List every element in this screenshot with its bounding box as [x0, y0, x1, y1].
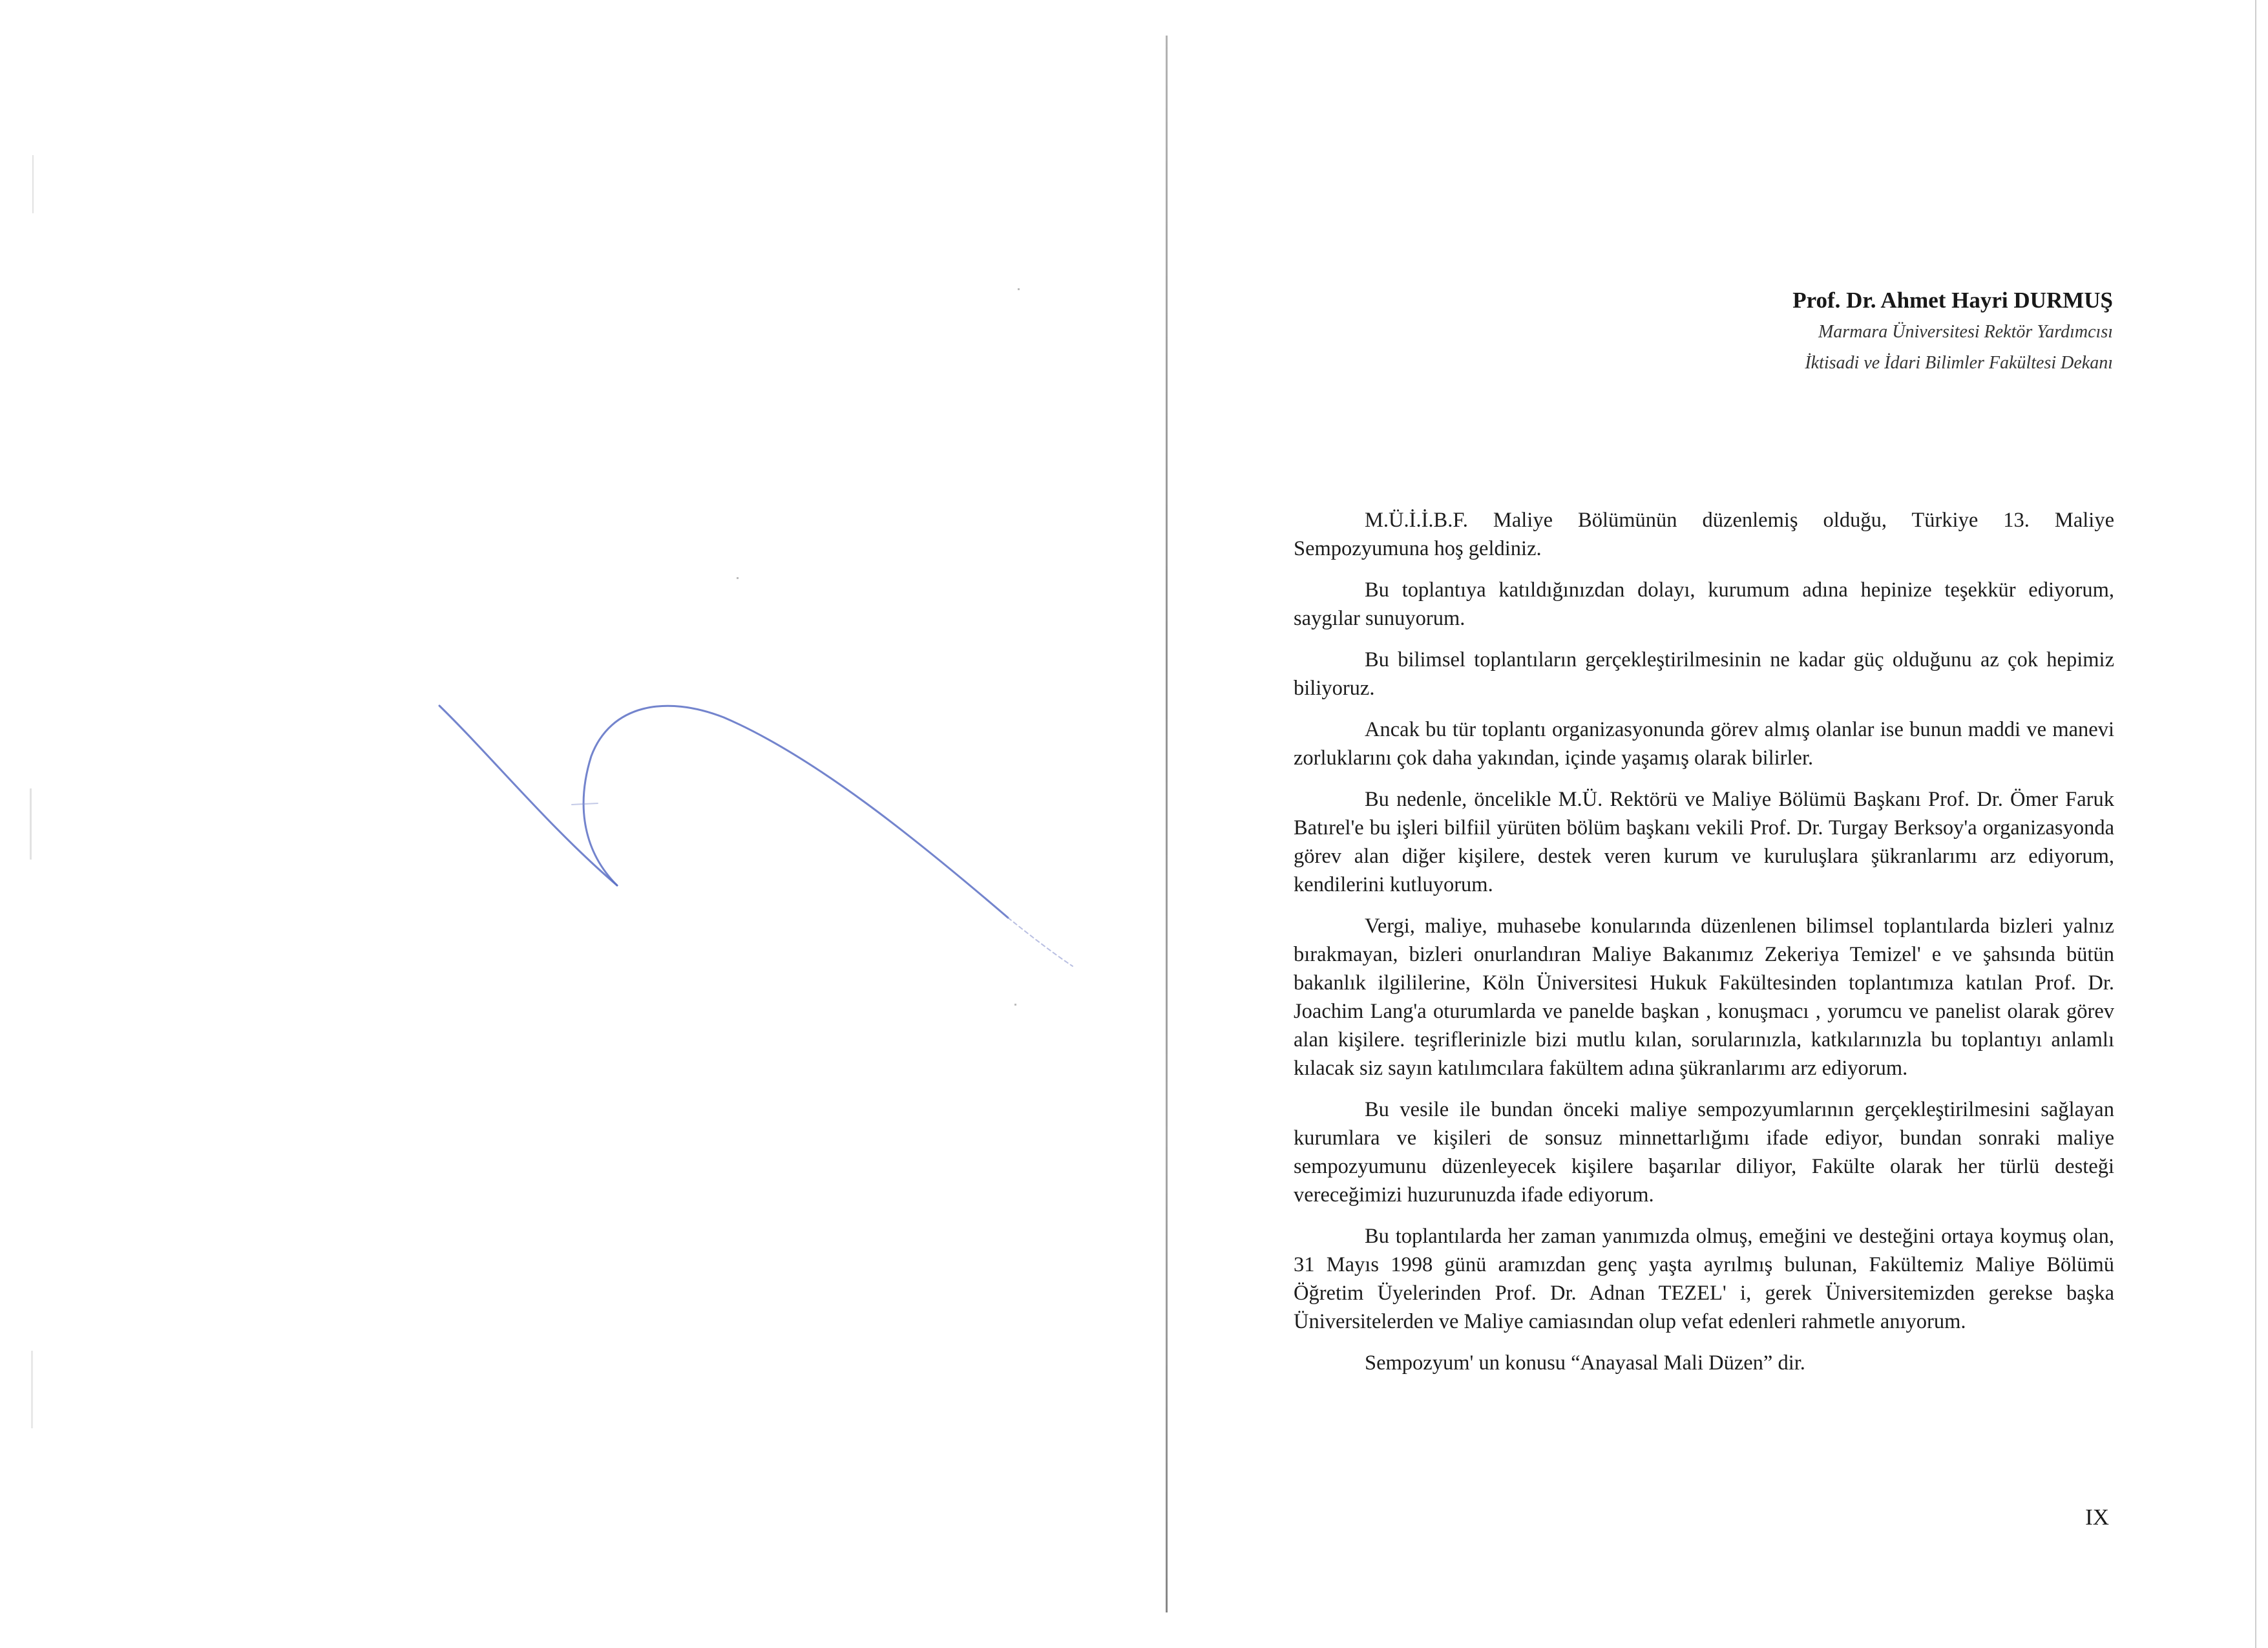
scan-mark	[737, 577, 739, 579]
right-page	[1168, 0, 2255, 1648]
paragraph: Bu toplantıya katıldığınızdan dolayı, kurumum adına hepinize teşekkür ediyorum, saygılar sunuyorum.	[1294, 578, 2114, 630]
author-title: Marmara Üniversitesi Rektör Yardımcısı	[1818, 322, 2113, 342]
paragraph: Ancak bu tür toplantı organizasyonunda görev almış olanlar ise bunun maddi ve manevi zorluklarını çok daha yakından, içinde yaşamış olarak bilirler.	[1294, 718, 2114, 770]
paragraph: M.Ü.İ.İ.B.F. Maliye Bölümünün düzenlemiş olduğu, Türkiye 13. Maliye Sempozyumuna hoş geldiniz.	[1294, 509, 2114, 560]
body-text	[1294, 506, 2114, 1390]
paragraph: Bu bilimsel toplantıların gerçekleştirilmesinin ne kadar güç olduğunu az çok hepimiz biliyoruz.	[1294, 648, 2114, 700]
page-edge	[2255, 0, 2256, 1648]
author-title: İktisadi ve İdari Bilimler Fakültesi Dekanı	[1805, 353, 2113, 373]
author-block	[1531, 284, 2113, 379]
page-number: IX	[2085, 1505, 2109, 1530]
paragraph: Bu nedenle, öncelikle M.Ü. Rektörü ve Maliye Bölümü Başkanı Prof. Dr. Ömer Faruk Batırel'e bu işleri bilfiil yürüten bölüm başkanı vekili Prof. Dr. Turgay Berksoy'a organizasyonda görev alan diğer kişilere, destek veren kurum ve kuruluşlara şükranlarımı arz ediyorum, kendilerini kutluyorum.	[1294, 788, 2114, 896]
paragraph: Bu vesile ile bundan önceki maliye sempozyumlarının gerçekleştirilmesini sağlayan kurumlara ve kişileri de sonsuz minnettarlığımı ifade ediyor, bundan sonraki maliye sempozyumunu düzenleyecek kişilere başarılar diliyor, Fakülte olarak her türlü desteği vereceğimizi huzurunuzda ifade ediyorum.	[1294, 1098, 2114, 1207]
paragraph: Vergi, maliye, muhasebe konularında düzenlenen bilimsel toplantılarda bizleri yalnız bırakmayan, bizleri onurlandıran Maliye Bakanımız Zekeriya Temizel' e ve şahsında bütün bakanlık ilgililerine, Köln Üniversitesi Hukuk Fakültesinden toplantımıza katılan Prof. Dr. Joachim Lang'a oturumlarda ve panelde başkan , konuşmacı , yorumcu ve panelist olarak görev alan kişilere. teşriflerinizle bizi mutlu kılan, sorularınızla, katkılarınızla bu toplantıyı anlamlı kılacak siz sayın katılımcılara fakültem adına şükranlarımı arz ediyorum.	[1294, 914, 2114, 1080]
scan-mark	[1018, 288, 1020, 290]
paragraph: Sempozyum' un konusu “Anayasal Mali Düzen” dir.	[1365, 1351, 1805, 1375]
paragraph: Bu toplantılarda her zaman yanımızda olmuş, emeğini ve desteğini ortaya koymuş olan, 31 Mayıs 1998 günü aramızdan genç yaşta ayrılmış bulunan, Fakültemiz Maliye Bölümü Öğretim Üyelerinden Prof. Dr. Adnan TEZEL' i, gerek Üniversitemizden gerekse başka Üniversitelerden ve Maliye camiasından olup vefat edenleri rahmetle anıyorum.	[1294, 1225, 2114, 1333]
scan-mark	[1014, 1004, 1016, 1006]
scan-mark	[31, 1351, 33, 1428]
scan-mark	[32, 155, 34, 213]
author-name: Prof. Dr. Ahmet Hayri DURMUŞ	[1792, 288, 2113, 313]
page-gutter	[1166, 36, 1168, 1612]
scan-mark	[30, 788, 32, 860]
